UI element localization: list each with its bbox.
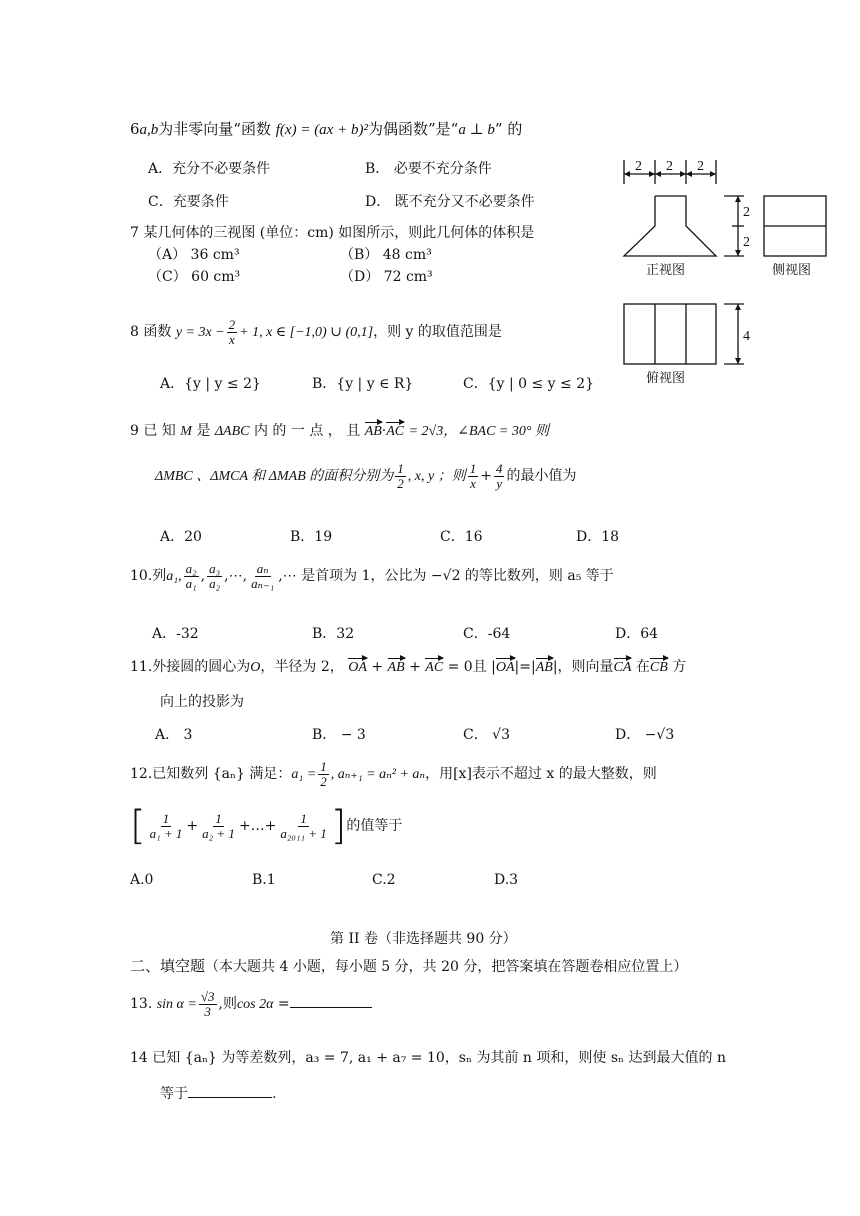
q9-angle: ，∠BAC = 30° 则 — [443, 424, 549, 439]
q11-option-d[interactable]: D． −√3 — [615, 727, 675, 743]
q9-l1c: 内 的 一 点 ， 且 — [253, 423, 361, 439]
q11-zero: = 0 — [447, 659, 473, 675]
q10-stem: 10.列a₁, $\frac{\text{a₂}}{\text{a₁}}$ , $\frac{\text{a₃}}{\text{a₂}}$ ,⋯, $\frac{\text{aₙ}}{\text{aₙ₋₁}}$ ,⋯ 是首项为 1，公比为 −√2 的等比数列，则 a₅ 等于 — [130, 561, 614, 591]
q6-stem — [130, 118, 522, 139]
q11-option-a[interactable]: A． 3 — [155, 727, 193, 743]
q10-option-d[interactable]: D．64 — [615, 626, 659, 642]
q9-f2-n: 4 — [495, 461, 503, 476]
dim-topview: 4 — [743, 329, 750, 344]
q12-t2-n: 1 — [215, 810, 222, 826]
q9-frac1 — [468, 462, 479, 490]
q6-option-b[interactable]: B． 必要不充分条件 — [365, 161, 492, 177]
q11-option-b[interactable]: B． − 3 — [312, 727, 366, 743]
q11-vec-ac: AC — [425, 660, 444, 675]
q10-f3-n: aₙ — [256, 561, 269, 576]
q11-l1e: |，则向量 — [552, 659, 614, 675]
q10-option-c[interactable]: C．-64 — [463, 626, 511, 642]
q14-answer-blank[interactable] — [188, 1097, 272, 1098]
q6-text-mid: 为非零向量“函数 — [158, 120, 271, 138]
q10-prefix: 10.列 — [130, 568, 167, 585]
q11-line1: 11.外接圆的圆心为O，半径为 2， OA + AB + AC = 0且 |OA|=|AB|，则向量CA 在CB 方 — [130, 659, 687, 675]
q11-line2: 向上的投影为 — [160, 694, 244, 710]
front-view-label: 正视图 — [646, 263, 686, 278]
q11-vec-ab-2: AB — [535, 660, 553, 675]
q12-option-c[interactable]: C.2 — [372, 872, 396, 888]
q8-option-b[interactable]: B．{y | y ∈ R} — [312, 376, 414, 392]
q9-f2-d: y — [496, 475, 503, 491]
q10-frac1 — [184, 562, 199, 590]
q10-option-b[interactable]: B．32 — [312, 626, 355, 642]
q7-option-d[interactable]: （D） 72 cm³ — [340, 269, 433, 285]
q13-frac-d: 3 — [204, 1003, 211, 1019]
fill-blank-header — [130, 955, 687, 976]
q10-f2-n: a₃ — [209, 561, 221, 576]
top-view-label: 俯视图 — [646, 371, 686, 386]
q6-option-a[interactable]: A．充分不必要条件 — [148, 161, 271, 177]
dim-side-1: 2 — [743, 205, 750, 220]
q14-l2: 等于 — [160, 1086, 188, 1102]
q10-f1-d: a₁ — [185, 575, 197, 591]
q12-term2 — [200, 812, 237, 840]
q11-l1g: 方 — [672, 659, 687, 675]
q12-t3-d: a₂₀₁₁ + 1 — [280, 825, 327, 841]
q6-option-c[interactable]: C．充要条件 — [148, 194, 229, 210]
q8-option-c[interactable]: C．{y | 0 ≤ y ≤ 2} — [463, 376, 595, 392]
q12-term3 — [278, 812, 328, 840]
q12-ellipsis: +…+ — [238, 818, 277, 834]
q8-frac-num: 2 — [228, 317, 236, 332]
q9-frac2 — [494, 462, 505, 490]
q8-option-a[interactable]: A．{y | y ≤ 2} — [160, 376, 261, 392]
q11-l1a: 11.外接圆的圆心为 — [130, 659, 251, 675]
q12-line1 — [130, 760, 657, 788]
q9-eq: = 2√3 — [408, 424, 444, 439]
q6-perp: a ⊥ b — [458, 122, 495, 138]
q12-t2-d: a₂ + 1 — [202, 825, 235, 841]
q6-number: 6 — [130, 120, 140, 138]
q13-rhs: cos 2α — [236, 997, 274, 1013]
q14-line1: 14 已知 {aₙ} 为等差数列，a₃ = 7, a₁ + a₇ = 10，sₙ 为其前 n 项和，则使 sₙ 达到最大值的 n — [130, 1050, 726, 1066]
q12-option-a[interactable]: A.0 — [130, 872, 154, 888]
side-view-label: 侧视图 — [772, 263, 812, 278]
q9-plus: + — [480, 468, 492, 485]
q11-vec-cb: CB — [649, 660, 668, 675]
q9-option-d[interactable]: D．18 — [576, 529, 620, 545]
q12-t3-n: 1 — [300, 810, 307, 826]
q11-vec-oa-2: OA — [495, 660, 515, 675]
q6-text-even: 为偶函数”是“ — [367, 120, 459, 138]
fill-note: （本大题共 4 小题，每小题 5 分，共 20 分，把答案填在答题卷相应位置上） — [205, 959, 688, 975]
q12-half-d: 2 — [320, 773, 327, 789]
q10-f2-d: a₂ — [209, 575, 221, 591]
q11-l1b: ，半径为 2， — [260, 659, 344, 675]
q12-l1a: 12.已知数列 {aₙ} 满足： — [130, 766, 292, 783]
q11-vec-ca: CA — [613, 660, 632, 675]
q9-l2c: 的最小值为 — [506, 468, 577, 485]
q9-line1 — [130, 420, 549, 440]
q9-option-c[interactable]: C．16 — [440, 529, 483, 545]
q9-option-a[interactable]: A．20 — [160, 529, 202, 545]
q11-l1f: 在 — [635, 659, 650, 675]
q6-function: f(x) = (ax + b)² — [275, 122, 368, 138]
q11-O: O — [250, 660, 261, 675]
q14-line2 — [160, 1083, 276, 1103]
q11-vec-oa: OA — [348, 660, 367, 675]
q10-frac2 — [207, 562, 222, 590]
q13-fraction — [199, 990, 217, 1018]
q10-frac3 — [249, 562, 276, 590]
q12-half — [318, 760, 329, 788]
q10-a1: a₁, — [166, 569, 182, 585]
three-view-figure — [612, 150, 852, 390]
q6-vectors: a,b — [139, 122, 159, 138]
q8-frac-den: x — [229, 331, 235, 347]
q9-vec-ab: AB — [364, 424, 382, 439]
q10-f3-d: aₙ₋₁ — [251, 575, 275, 591]
q9-line2 — [155, 462, 576, 490]
q13-stem — [130, 990, 372, 1018]
q9-l1b: 是 — [196, 423, 211, 439]
q12-a1: a₁ = — [291, 767, 317, 783]
q11-l1c: 且 | — [472, 659, 496, 675]
q9-f1-d: x — [470, 475, 476, 491]
q12-option-b[interactable]: B.1 — [252, 872, 276, 888]
q9-l1a: 9 已 知 — [130, 423, 176, 439]
q10-dots: ,⋯, — [224, 568, 248, 585]
q12-recurrence: , aₙ₊₁ = aₙ² + aₙ — [330, 767, 426, 783]
q7-option-a[interactable]: （A） 36 cm³ — [148, 247, 240, 263]
q13-frac-n: √3 — [200, 989, 215, 1004]
q9-dot: · — [381, 423, 387, 439]
dim-top-2: 2 — [666, 159, 673, 174]
q6-text-tail: ” 的 — [494, 120, 523, 138]
q13-lhs: sin α = — [156, 997, 197, 1013]
q8-stem — [130, 318, 502, 346]
dim-top-3: 2 — [697, 159, 704, 174]
q8-expr-a: y = 3x − — [175, 325, 225, 341]
q10-tail: ,⋯ 是首项为 1，公比为 −√2 的等比数列，则 a₅ 等于 — [278, 568, 614, 585]
q11-vec-ab: AB — [387, 660, 405, 675]
q14-dot: . — [272, 1086, 277, 1102]
q13-eq: = — [277, 996, 290, 1013]
q9-M: M — [180, 424, 192, 439]
q9-l2a: ΔMBC 、ΔMCA 和 ΔMAB 的面积分别为 — [155, 469, 394, 485]
q10-f1-n: a₂ — [185, 561, 197, 576]
right-bracket: ] — [330, 803, 347, 849]
dim-top-1: 2 — [635, 159, 642, 174]
q9-vec-ac: AC — [386, 424, 405, 439]
q9-f1-n: 1 — [469, 461, 477, 476]
q13-answer-blank[interactable] — [290, 1007, 372, 1008]
q12-t1-n: 1 — [162, 810, 170, 826]
q7-stem: 7 某几何体的三视图 (单位：cm) 如图所示，则此几何体的体积是 — [130, 225, 535, 241]
fill-head: 二、填空题 — [130, 957, 206, 975]
q12-option-d[interactable]: D.3 — [494, 872, 519, 888]
q9-option-b[interactable]: B．19 — [290, 529, 333, 545]
q12-t1-d: a₁ + 1 — [149, 825, 183, 841]
q12-plus: + — [186, 818, 199, 834]
q9-half-d: 2 — [397, 475, 404, 491]
q8-tail: ，则 y 的取值范围是 — [373, 324, 502, 341]
q9-half — [395, 462, 406, 490]
q12-line2 — [130, 803, 403, 849]
q7-option-b[interactable]: （B） 48 cm³ — [340, 247, 432, 263]
q13-mid: ,则 — [218, 996, 237, 1013]
q9-half-n: 1 — [397, 461, 404, 476]
dim-side-2: 2 — [743, 235, 750, 250]
q10-option-a[interactable]: A．-32 — [152, 626, 199, 642]
q11-l1d: |=| — [514, 659, 536, 675]
q12-half-n: 1 — [320, 759, 327, 774]
left-bracket: [ — [130, 803, 146, 849]
section-title: 第 II 卷（非选择题共 90 分） — [330, 931, 517, 947]
q12-tail: 的值等于 — [346, 818, 403, 834]
q8-prefix: 8 函数 — [130, 324, 172, 341]
q8-fraction — [227, 318, 238, 346]
q9-triangle: ΔABC — [214, 424, 250, 439]
q8-expr-b: + 1, x ∈ [−1,0) ∪ (0,1] — [239, 325, 374, 341]
q13-prefix: 13. — [130, 996, 153, 1013]
q12-l1b: ，用[x]表示不超过 x 的最大整数，则 — [425, 766, 657, 783]
q9-l2b: , x, y ；则 — [407, 469, 466, 485]
q7-option-c[interactable]: （C） 60 cm³ — [148, 269, 241, 285]
q11-option-c[interactable]: C． √3 — [463, 727, 510, 743]
q6-option-d[interactable]: D． 既不充分又不必要条件 — [365, 194, 535, 210]
q12-term1 — [148, 812, 185, 840]
